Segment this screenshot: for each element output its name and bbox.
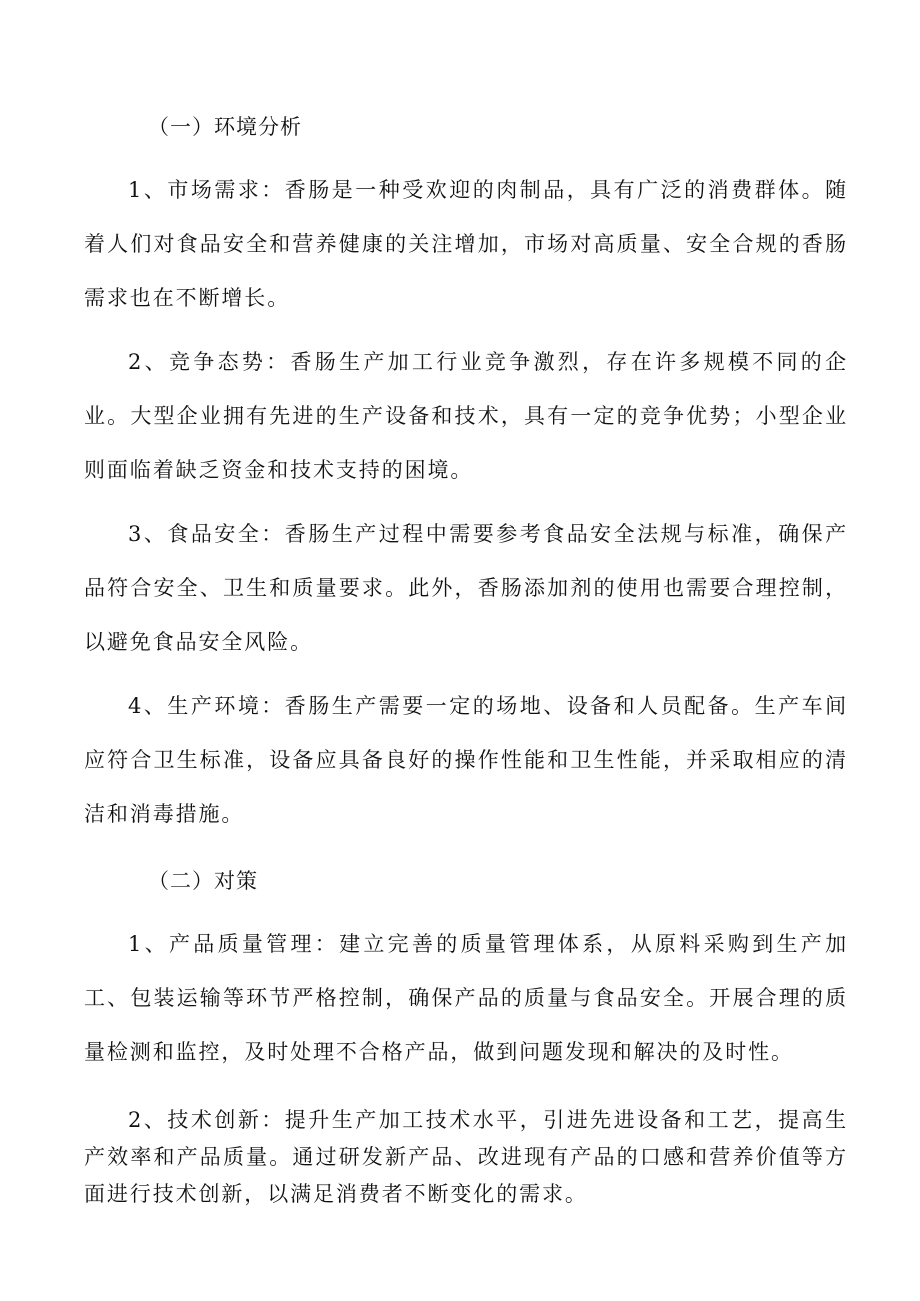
- paragraph-quality-management: 1、产品质量管理：建立完善的质量管理体系，从原料采购到生产加工、包装运输等环节严格控制，确保产品的质量与食品安全。开展合理的质量检测和监控，及时处理不合格产品，做到问题发现和解决的及时性。: [84, 932, 848, 1064]
- section-heading-countermeasures: （二）对策: [148, 869, 258, 893]
- paragraph-market-demand: 1、市场需求：香肠是一种受欢迎的肉制品，具有广泛的消费群体。随着人们对食品安全和营养健康的关注增加，市场对高质量、安全合规的香肠需求也在不断增长。: [84, 178, 848, 310]
- paragraph-food-safety: 3、食品安全：香肠生产过程中需要参考食品安全法规与标准，确保产品符合安全、卫生和质量要求。此外，香肠添加剂的使用也需要合理控制，以避免食品安全风险。: [84, 522, 848, 654]
- paragraph-technical-innovation: 2、技术创新：提升生产加工技术水平，引进先进设备和工艺，提高生产效率和产品质量。通过研发新产品、改进现有产品的口感和营养价值等方面进行技术创新，以满足消费者不断变化的需求。: [84, 1108, 848, 1206]
- section-heading-environment-analysis: （一）环境分析: [148, 115, 302, 139]
- paragraph-competition: 2、竞争态势：香肠生产加工行业竞争激烈，存在许多规模不同的企业。大型企业拥有先进的生产设备和技术，具有一定的竞争优势；小型企业则面临着缺乏资金和技术支持的困境。: [84, 350, 848, 482]
- paragraph-production-environment: 4、生产环境：香肠生产需要一定的场地、设备和人员配备。生产车间应符合卫生标准，设备应具备良好的操作性能和卫生性能，并采取相应的清洁和消毒措施。: [84, 694, 848, 826]
